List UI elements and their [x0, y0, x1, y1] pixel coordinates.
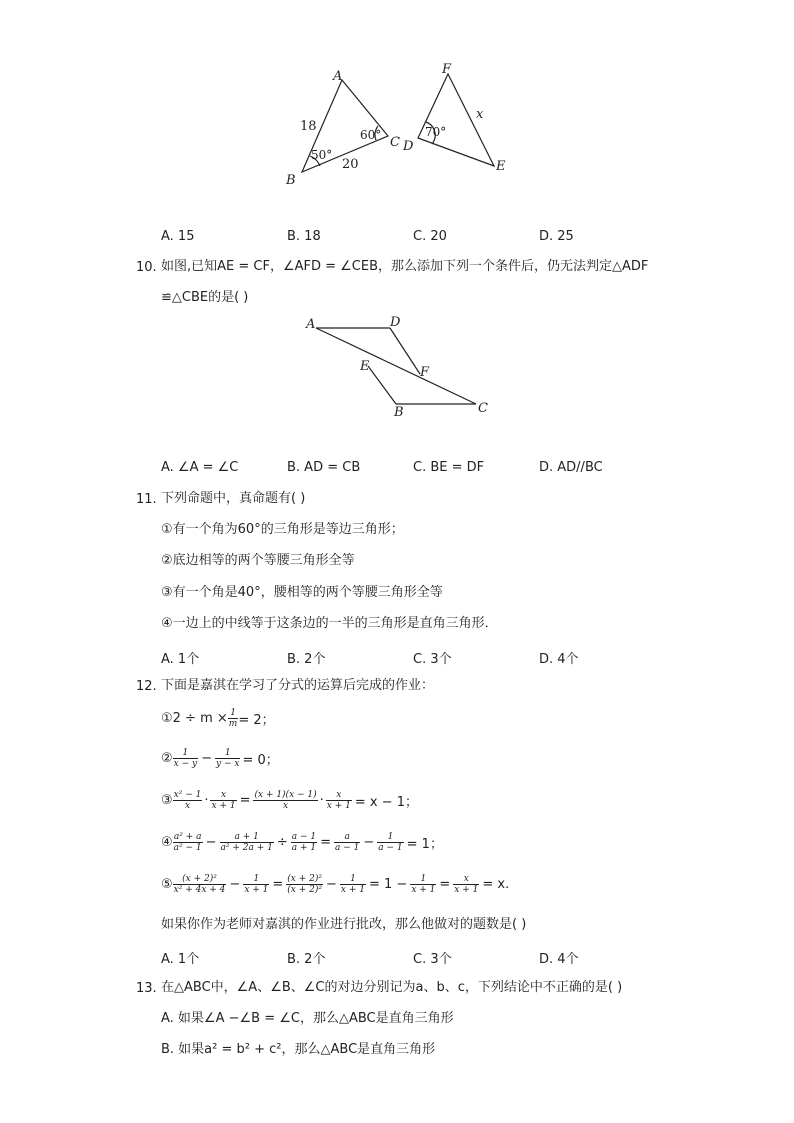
- fig2-label-E: E: [360, 359, 370, 374]
- q12-item-4: [161, 832, 443, 853]
- q10-number: 10.: [136, 260, 157, 275]
- q12-item4-frac3: $\frac{a - 1}{a + 1}$: [291, 832, 317, 853]
- q12-item4-suffix: = 1；: [406, 837, 443, 852]
- q12-item5-eq2: =: [439, 877, 451, 892]
- q13-number: 13.: [136, 981, 157, 996]
- fig2-label-B: B: [394, 405, 404, 420]
- q12-item4-frac5: $\frac{1}{a - 1}$: [378, 832, 403, 853]
- q12-item3-suffix: = x − 1；: [354, 795, 419, 810]
- q11-number: 11.: [136, 492, 157, 507]
- q12-item5-prefix: ⑤: [161, 877, 173, 892]
- q9-option-a: A. 15: [161, 229, 195, 244]
- q12-item4-minus1: −: [205, 835, 217, 850]
- q12-item2-prefix: ②: [161, 751, 173, 766]
- q11-item-2: ②底边相等的两个等腰三角形全等: [161, 553, 355, 568]
- q12-item5-minus1: −: [229, 877, 241, 892]
- q11-item-3: ③有一个角是40°，腰相等的两个等腰三角形全等: [161, 585, 443, 600]
- q12-option-d: D. 4个: [539, 952, 579, 967]
- fig2-label-C: C: [478, 401, 488, 416]
- q12-item5-eq: =: [272, 877, 284, 892]
- q10-stem-line1: 如图,已知AE = CF，∠AFD = ∠CEB，那么添加下列一个条件后，仍无法判定△ADF: [161, 259, 649, 274]
- label-D: D: [403, 139, 414, 154]
- q12-item2-frac2: $\frac{1}{y - x}$: [216, 748, 240, 769]
- q12-item3-eq: =: [239, 793, 251, 808]
- q12-question: 如果你作为老师对嘉淇的作业进行批改，那么他做对的题数是( ): [161, 917, 527, 932]
- q12-item3-frac1: $\frac{\text{x² − 1}}{x}$: [173, 790, 202, 811]
- triangles-figure: [280, 60, 520, 190]
- q11-option-a: A. 1个: [161, 652, 200, 667]
- q12-stem: 下面是嘉淇在学习了分式的运算后完成的作业：: [161, 678, 435, 693]
- angle-b-label: 50°: [311, 148, 333, 162]
- q11-option-c: C. 3个: [413, 652, 452, 667]
- q12-item5-minus2: −: [326, 877, 337, 892]
- q11-item-1: ①有一个角为60°的三角形是等边三角形；: [161, 522, 404, 537]
- q12-item5-mid: = 1 −: [368, 877, 408, 892]
- q12-item4-frac1: $\frac{\text{a² + a}}{\text{a² − 1}}$: [173, 832, 202, 853]
- q12-item3-prefix: ③: [161, 793, 173, 808]
- q12-item-5: [161, 874, 509, 895]
- side-bc-label: 20: [342, 157, 359, 172]
- q11-item-4: ④一边上的中线等于这条边的一半的三角形是直角三角形．: [161, 616, 498, 631]
- q12-item-2: [161, 748, 279, 769]
- q12-item5-frac2: $\frac{1}{x + 1}$: [244, 874, 269, 895]
- label-F: F: [442, 62, 452, 77]
- q12-option-c: C. 3个: [413, 952, 452, 967]
- q12-item3-frac2: $\frac{x}{x + 1}$: [211, 790, 236, 811]
- q13-option-b: B. 如果a² = b² + c²，那么△ABC是直角三角形: [161, 1042, 436, 1057]
- q12-item-1: [161, 708, 275, 729]
- q9-option-d: D. 25: [539, 229, 574, 244]
- q12-number: 12.: [136, 679, 157, 694]
- q10-option-a: A. ∠A = ∠C: [161, 460, 239, 475]
- q12-item2-frac1: $\frac{1}{x - y}$: [173, 748, 198, 769]
- q12-item3-dot1: ·: [204, 793, 209, 808]
- side-x-label: x: [476, 107, 484, 122]
- q12-item1-frac: $\frac{1}{m}$: [228, 708, 238, 729]
- q12-item4-frac2: $\frac{a + 1}{\text{a² + 2a + 1}}$: [220, 832, 273, 853]
- q9-option-b: B. 18: [287, 229, 321, 244]
- fig2-label-A: A: [306, 317, 316, 332]
- q12-item2-suffix: = 0；: [242, 753, 279, 768]
- q12-item4-prefix: ④: [161, 835, 173, 850]
- q12-item2-minus: −: [201, 751, 212, 766]
- q12-item5-suffix: = x.: [482, 877, 510, 892]
- q9-option-c: C. 20: [413, 229, 447, 244]
- q10-stem-line2: ≌△CBE的是( ): [161, 290, 249, 305]
- q12-item5-frac1: $\frac{\text{(x + 2)²}}{\text{x² + 4x + 4}}$: [173, 874, 226, 895]
- q10-option-d: D. AD//BC: [539, 460, 603, 475]
- parallelogram-figure: [300, 312, 500, 422]
- fig2-label-D: D: [390, 315, 401, 330]
- q10-option-b: B. AD = CB: [287, 460, 361, 475]
- angle-d-label: 70°: [425, 125, 447, 139]
- q12-item4-minus2: −: [363, 835, 375, 850]
- q12-item5-frac4: $\frac{1}{x + 1}$: [340, 874, 365, 895]
- label-B: B: [286, 173, 296, 188]
- q13-option-a: A. 如果∠A −∠B = ∠C，那么△ABC是直角三角形: [161, 1011, 454, 1026]
- q12-item5-frac6: $\frac{x}{x + 1}$: [454, 874, 479, 895]
- q12-item5-frac5: $\frac{1}{x + 1}$: [411, 874, 436, 895]
- q12-option-b: B. 2个: [287, 952, 326, 967]
- label-C: C: [390, 135, 400, 150]
- q11-stem: 下列命题中，真命题有( ): [161, 491, 306, 506]
- q12-item1-prefix: ①2 ÷ m ×: [161, 711, 228, 726]
- q12-item4-frac4: $\frac{a}{a - 1}$: [335, 832, 360, 853]
- q12-item4-div: ÷: [276, 835, 288, 850]
- q11-option-b: B. 2个: [287, 652, 326, 667]
- q13-stem: 在△ABC中，∠A、∠B、∠C的对边分别记为a、b、c，下列结论中不正确的是( ): [161, 980, 623, 995]
- side-ab-label: 18: [300, 119, 317, 134]
- q12-item3-frac3: $\frac{(x + 1)(x - 1)}{x}$: [254, 790, 317, 811]
- label-E: E: [496, 159, 506, 174]
- fig2-label-F: F: [420, 365, 430, 380]
- q12-item3-dot2: ·: [319, 793, 324, 808]
- q12-item-3: [161, 790, 418, 811]
- q11-option-d: D. 4个: [539, 652, 579, 667]
- angle-c-label: 60°: [360, 128, 382, 142]
- q12-item3-frac4: $\frac{x}{x + 1}$: [326, 790, 351, 811]
- q10-option-c: C. BE = DF: [413, 460, 485, 475]
- q12-item5-frac3: $\frac{\text{(x + 2)²}}{\text{(x + 2)²}}$: [287, 874, 322, 895]
- q12-item4-eq: =: [320, 835, 332, 850]
- q12-item1-suffix: = 2；: [238, 713, 275, 728]
- q12-option-a: A. 1个: [161, 952, 200, 967]
- label-A: A: [333, 69, 343, 84]
